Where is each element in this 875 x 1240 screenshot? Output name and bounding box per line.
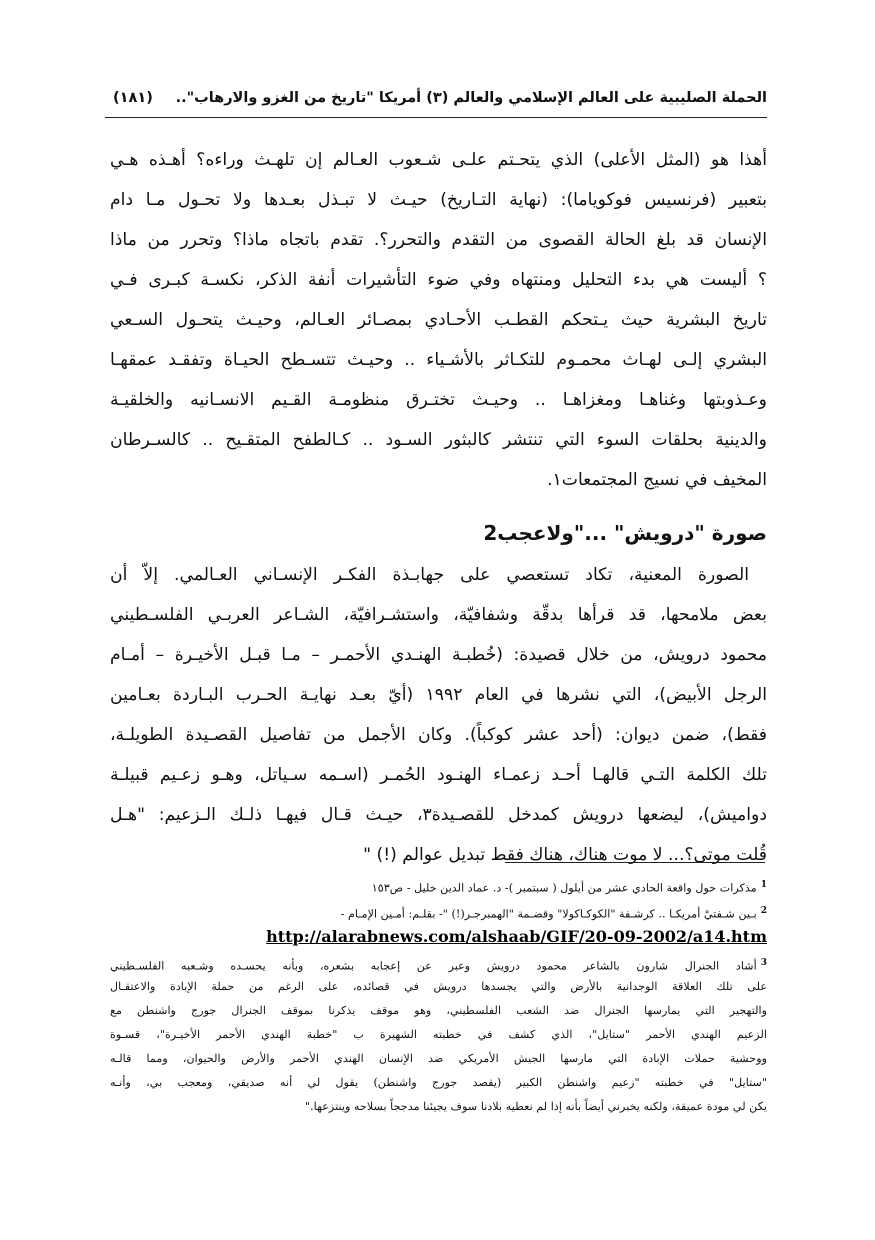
text-line: بعض ملامحها، قد قرأها بدقّة وشفافيّة، واستشـرافيّة، الشـاعر العربـي الفلسـطيني	[110, 605, 767, 625]
text-line: محمود درويش، من خلال قصيدة: (خُطبـة الهنـدي الأحمـر – مـا قبـل الأخيـرة – أمـام	[110, 645, 767, 665]
footnote-text: أشاد الجنرال شارون بالشاعر محمود درويش وعبر عن إعجابه بشعره، وبأنه يحسـده وشـعبه الفلسـطيني	[110, 959, 757, 973]
text-line: تاريخ البشرية حيث يـتحكم القطـب الأحـادي بمصـائر العـالم، وحيـث يتحـول السـعي	[110, 310, 767, 330]
footnote-3-line: والتهجير التي يمارسها الجنرال ضد الشعب الفلسطيني، وهو موقف يذكرنا بموقف الجنرال جورج واشنطن مع	[110, 1004, 767, 1017]
footnote-number: 2	[760, 906, 767, 916]
footnote-3-line: يكن لي مودة عميقة، ولكنه يخبرني أيضاً بأنه إذا لم نعطيه بلادنا سوف يجيئنا مدججاً بسلاحه وينتزعها."	[304, 1100, 767, 1113]
footnote-number: 3	[760, 958, 767, 968]
text-line: تلك الكلمة التـي قالهـا أحـد زعمـاء الهنـود الحُمـر (اسـمه سـياتل، وهـو زعـيم قبيلـة	[110, 765, 767, 785]
footnote-3-line: على تلك العلاقة الوجدانية بالأرض والتي يجسدها درويش في قصائده، على الرغم من حملة الإبادة والاعتقـال	[110, 980, 767, 993]
header-divider	[105, 117, 767, 118]
text-line: الصورة المعنية، تكاد تستعصي على جهابـذة الفكـر الإنسـاني العـالمي. إلاّ أن	[110, 565, 749, 585]
text-line: ؟ أليست هي بدء التحليل ومنتهاه وفي ضوء التأشيرات أنفة الذكر، نكسـة كبـرى فـي	[110, 270, 767, 290]
text-line: الرجل الأبيض)، التي نشرها في العام ١٩٩٢ (أيّ بعـد نهايـة الحـرب البـاردة بعـامين	[110, 685, 767, 705]
footnote-3-line: الزعيم الهندي الأحمر "ستايل"، الذي كشف في خطبته الشهيرة ب "خطبة الهندي الأحمر الأخيـرة"، قسـوة	[110, 1028, 767, 1041]
footnote-separator	[505, 862, 765, 863]
page-header	[105, 86, 767, 118]
footnote-2-link	[110, 925, 767, 949]
footnote-3	[110, 952, 767, 974]
footnote-text: بـين شـفتيْ أمريكـا .. كرشـفة "الكوكـاكولا" وقضـمة "الهمبرجـر(!) "- بقلـم: أمـين الإمـام -	[340, 907, 757, 921]
text-line: بتعبير (فرنسيس فوكوياما): (نهاية التـاريخ) حيـث لا تبـذل بعـدها ولا تحـول مـا دام	[110, 190, 767, 210]
footnote-3-line: ووحشية حملات الإبادة التي مارسها الجيش الأمريكي ضد الإنسان الهندي الأحمر والأرض والحيوان، ومما قالـه	[110, 1052, 767, 1065]
text-line: قُلت موتى؟... لا موت هناك، هناك فقط تبديل عوالم (!) "	[363, 845, 767, 865]
footnote-2	[110, 900, 767, 922]
source-link[interactable]: http://alarabnews.com/alshaab/GIF/20-09-2002/a14.htm	[266, 927, 767, 946]
text-line: المخيف في نسيج المجتمعات١.	[547, 470, 767, 490]
text-line: دواميش)، ليضعها درويش كمدخل للقصـيدة٣، حيـث قـال فيهـا ذلـك الـزعيم: "هـل	[110, 805, 767, 825]
footnote-3-line: "ستايل" في خطبته "زعيم واشنطن الكبير (يقصد جورج واشنطن) يقول لي أنه صديقي، ومعجب بي، وأنـه	[110, 1076, 767, 1089]
footnote-1	[110, 874, 767, 896]
page-number: (١٨١)	[113, 90, 153, 106]
text-line: أهذا هو (المثل الأعلى) الذي يتحـتم علـى شـعوب العـالم إن تلهـث وراءه؟ أهـذه هـي	[110, 150, 767, 170]
text-line: البشري إلـى لهـاث محمـوم للتكـاثر بالأشـياء .. وحيـث تتسـطح الحيـاة وتفقـد عمقهـا	[110, 350, 767, 370]
text-line: وعـذوبتها وغناهـا ومغزاهـا .. وحيـث تختـرق منظومـة القـيم الانسـانيه والخلقيـة	[110, 390, 767, 410]
text-line: والدينية بحلقات السوء التي تنتشر كالبثور السـود .. كـالطفح المتقـيح .. كالسـرطان	[110, 430, 767, 450]
running-title: الحملة الصليبية على العالم الإسلامي والعالم (٣) أمريكا "تاريخ من الغزو والارهاب"..	[175, 90, 767, 106]
text-line: فقط)، ضمن ديوان: (أحد عشر كوكباً). وكان الأجمل من تفاصيل القصـيدة الطويلـة،	[110, 725, 767, 745]
text-line: الإنسان قد بلغ الحالة القصوى من التقدم والتحرر؟. تقدم باتجاه ماذا؟ وتحرر من ماذا	[110, 230, 767, 250]
footnote-number: 1	[760, 880, 767, 890]
section-heading: صورة "درويش" ..."ولاعجب2	[483, 521, 767, 545]
footnote-text: مذكرات حول واقعة الحادي عشر من أيلول ( سبتمبر )- د. عماد الدين خليل - ص١٥٣	[371, 881, 757, 895]
